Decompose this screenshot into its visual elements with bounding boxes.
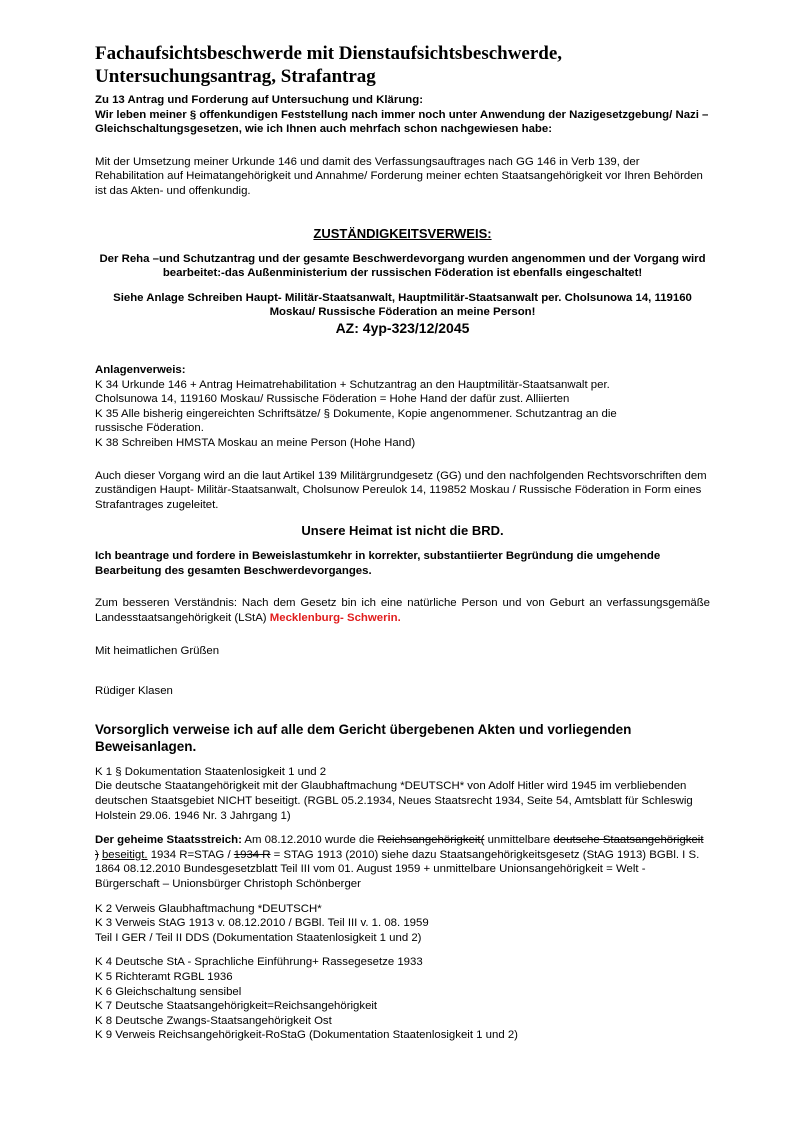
list-item: K 34 Urkunde 146 + Antrag Heimatrehabilitation + Schutzantrag an den Hauptmilitär-Staatsanwalt per. [95,378,610,391]
document-title: Fachaufsichtsbeschwerde mit Dienstaufsichtsbeschwerde, Untersuchungsantrag, Strafantrag [95,43,563,87]
list-item: russische Föderation. [95,422,204,435]
zustaendigkeit-text: Der Reha –und Schutzantrag und der gesamte Beschwerdevorgang wurden angenommen und der Vorgang wird bearbeitet:-das Außenministerium der russischen Föderation ist ebenfalls eingeschaltet! [99,252,706,280]
list-item: K 9 Verweis Reichsangehörigkeit-RoStaG (Dokumentation Staatenlosigkeit 1 und 2) [95,1029,518,1042]
siehe-anlage-text: Siehe Anlage Schreiben Haupt- Militär-Staatsanwalt, Hauptmilitär-Staatsanwalt per. Cholsunowa 14, 119160 Moskau/ Russische Föderation an meine Person! [113,291,692,319]
signature-name: Rüdiger Klasen [95,685,173,698]
list-item: K 4 Deutsche StA - Sprachliche Einführung+ Rassegesetze 1933 [95,956,423,969]
vorsorglich-heading: Vorsorglich verweise ich auf alle dem Gericht übergebenen Akten und vorliegenden Beweisanlagen. [95,721,632,754]
aktenzeichen: AZ: 4yp-323/12/2045 [335,319,470,336]
list-item: K 8 Deutsche Zwangs-Staatsangehörigkeit Ost [95,1014,332,1027]
paragraph-strafantrag: Auch dieser Vorgang wird an die laut Artikel 139 Militärgrundgesetz (GG) und den nachfolgenden Rechtsvorschriften dem zuständigen Haupt- Militär-Staatsanwalt, Cholsunow Pereulok 14, 119852 Moskau / Russische Föderation in Form eines Strafantrages zugeleitet. [95,469,707,511]
antrag-bold-text: Ich beantrage und fordere in Beweislastumkehr in korrekter, substantiierter Begründung die umgehende Bearbeitung des gesamten Beschwerdevorganges. [95,550,661,577]
list-item: K 38 Schreiben HMSTA Moskau an meine Person (Hohe Hand) [95,436,416,449]
struck-text: Reichsangehörigkeit( [377,834,485,847]
intro-bold-text: Zu 13 Antrag und Forderung auf Untersuchung und Klärung: Wir leben meiner § offenkundigen Feststellung nach immer noch unter Anwendung der Nazigesetzgebung/ Nazi – Gleichschaltungsgesetzen, wie ich Ihnen auch mehrfach schon nachgewiesen habe: [95,94,709,136]
list-item: K 7 Deutsche Staatsangehörigkeit=Reichsangehörigkeit [95,1000,378,1013]
underlined-text: beseitigt. [101,848,148,861]
paragraph-urkunde: Mit der Umsetzung meiner Urkunde 146 und damit des Verfassungsauftrages nach GG 146 in Verb 139, der Rehabilitation auf Heimatangehörigkeit und Annahme/ Forderung meiner echten Staatsangehörigkeit vor Ihren Behörden ist das Akten- und offenkundig. [95,155,703,197]
list-item: K 6 Gleichschaltung sensibel [95,985,242,998]
k4-list [95,955,710,1043]
list-item: K 2 Verweis Glaubhaftmachung *DEUTSCH* [95,902,322,915]
staatsstreich-text: 1934 R=STAG / [147,848,234,861]
list-item: K 35 Alle bisherig eingereichten Schriftsätze/ § Dokumente, Kopie angenommener. Schutzantrag an die [95,407,617,420]
verstaendnis-highlight: Mecklenburg- Schwerin. [269,612,401,625]
anlagen-list [95,378,710,451]
staatsstreich-text: unmittelbare [484,834,554,847]
closing-greeting: Mit heimatlichen Grüßen [95,644,220,657]
staatsstreich-paragraph [95,833,710,891]
k1-block: K 1 § Dokumentation Staatenlosigkeit 1 und 2 Die deutsche Staatangehörigkeit mit der Glaubhaftmachung *DEUTSCH* von Adolf Hitler wird 1945 im verbliebenden deutschen Staatsgebiet NICHT beseitigt. (RGBL 05.2.1934, Neues Staatsrecht 1934, Seite 54, Amtsblatt für Schleswig Holstein 29.06. 1946 Nr. 3 Jahrgang 1) [95,765,693,822]
staatsstreich-label: Der geheime Staatsstreich: [95,834,242,847]
list-item: Teil I GER / Teil II DDS (Dokumentation Staatenlosigkeit 1 und 2) [95,931,422,944]
list-item: K 3 Verweis StAG 1913 v. 08.12.2010 / BGBl. Teil III v. 1. 08. 1959 [95,917,429,930]
heimat-heading: Unsere Heimat ist nicht die BRD. [301,523,504,539]
verstaendnis-text: Zum besseren Verständnis: Nach dem Gesetz bin ich eine natürliche Person und von Geburt an verfassungsgemäße Landesstaatsangehörigkeit (LStA) [95,597,710,625]
zustaendigkeit-heading: ZUSTÄNDIGKEITSVERWEIS: [313,225,492,241]
staatsstreich-text: = STAG 1913 (2010) siehe dazu Staatsangehörigkeitsgesetz (StAG 1913) BGBl. I S. 1864 08.12.2010 Bundesgesetzblatt Teil III vom 01. August 1959 + unmittelbare Unionsangehörigkeit = Welt - Bürgerschaft – Unionsbürger Christoph Schönberger [95,848,700,890]
list-item: K 5 Richteramt RGBL 1936 [95,970,233,983]
list-item: Cholsunowa 14, 119160 Moskau/ Russische Föderation = Hohe Hand der dafür zust. Alliierten [95,393,570,406]
anlagen-heading: Anlagenverweis: [95,363,186,376]
struck-text: 1934 R [233,848,271,861]
staatsstreich-text: Am 08.12.2010 wurde die [241,834,378,847]
k2-list [95,902,710,946]
paragraph-verstaendnis [95,596,710,625]
document-page [95,42,710,1043]
struck-text: deutsche Staatsangehörigkeit ) [95,834,704,861]
